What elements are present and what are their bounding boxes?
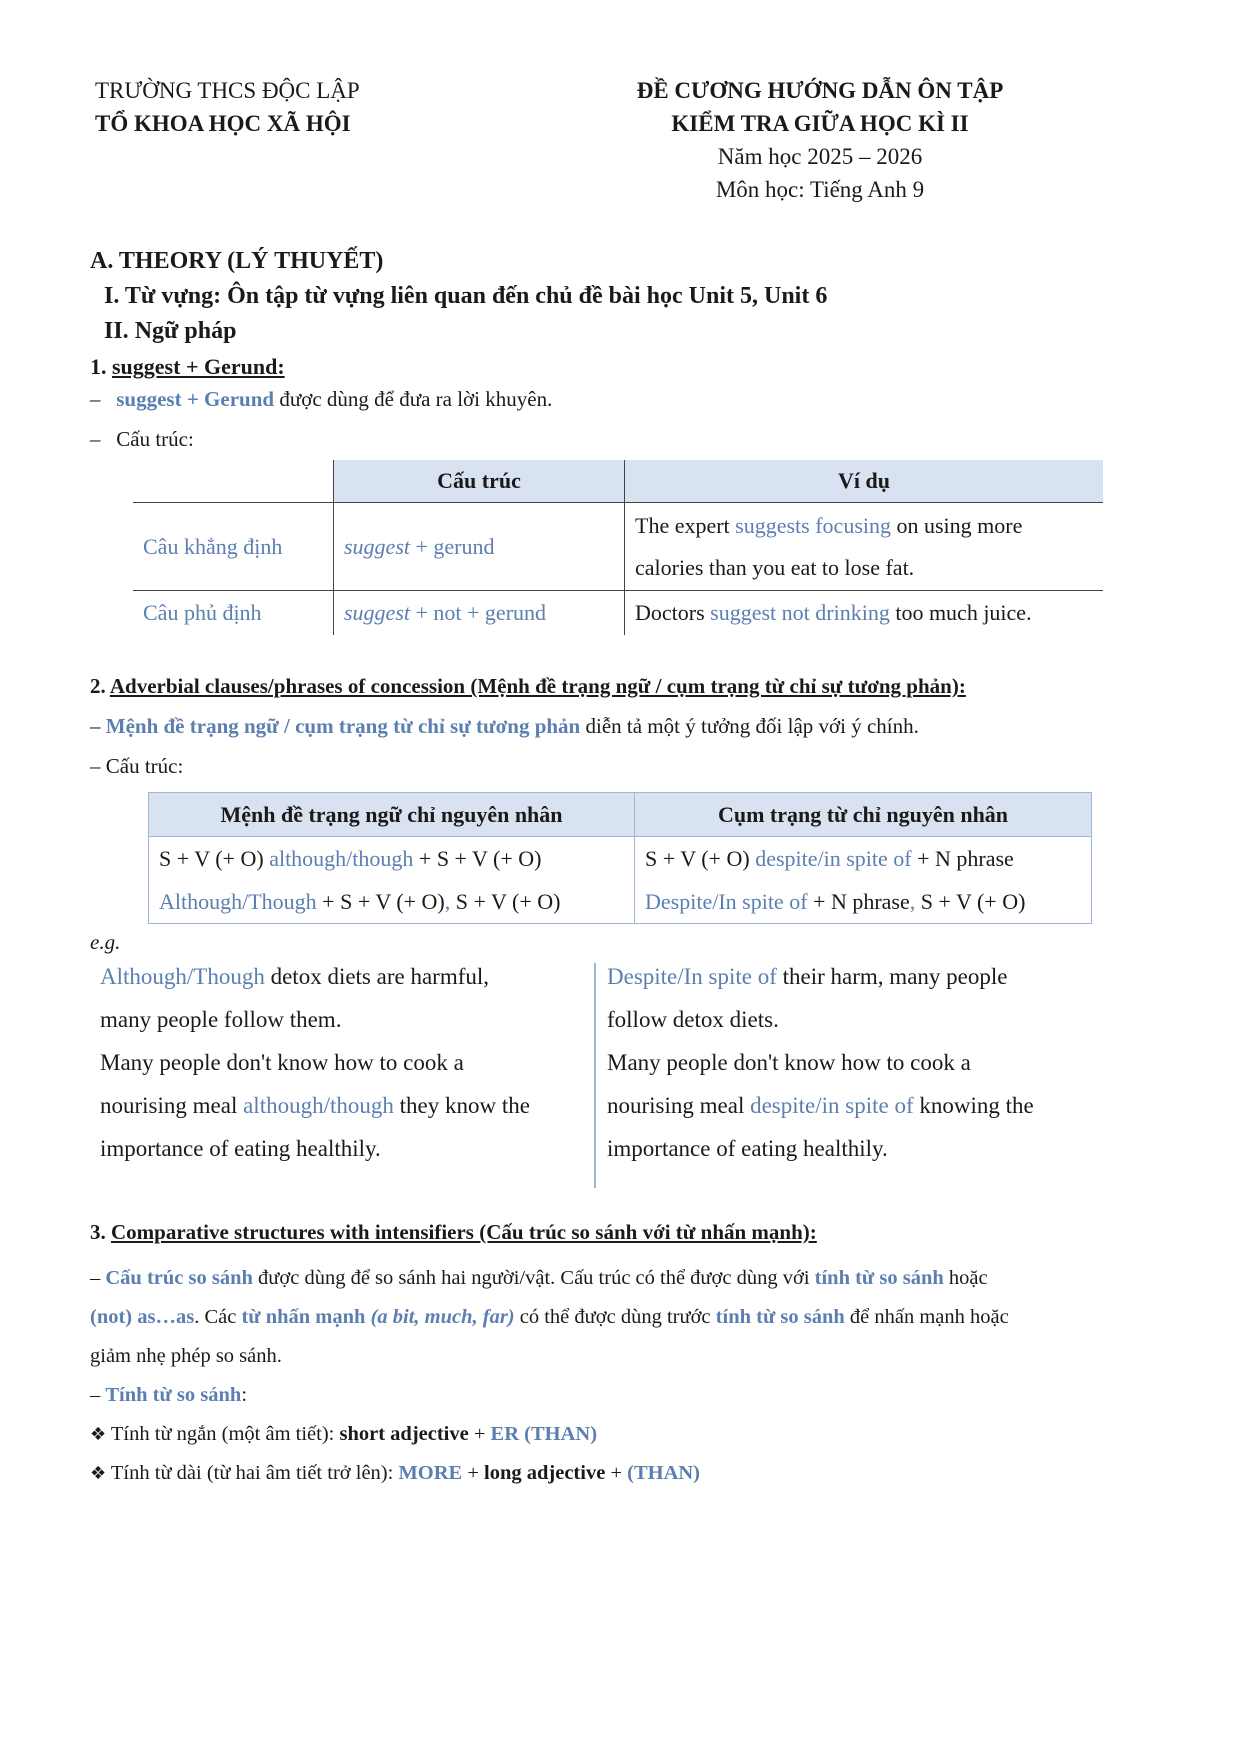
g1-line2	[90, 427, 194, 452]
suggest-row2-s1: suggest	[344, 599, 410, 625]
ex-right-b3: despite/in spite of	[750, 1093, 914, 1118]
r2c2-a: Despite/In spite of	[645, 889, 808, 914]
concession-col2-header: Cụm trạng từ chỉ nguyên nhân	[635, 793, 1092, 837]
concession-col1-body	[149, 837, 635, 924]
suggest-header-empty	[133, 460, 334, 503]
suggest-row1-ex-c: on using more	[896, 512, 1023, 538]
r1c2-c: + N phrase	[917, 846, 1014, 871]
g3-b2-text: Tính từ dài (từ hai âm tiết trở lên):	[110, 1462, 394, 1484]
g3-p1-t4: có thể được dùng trước	[519, 1306, 711, 1328]
suggest-row1-structure	[334, 503, 625, 591]
diamond-bullet-icon: ❖	[90, 1424, 107, 1445]
g2-heading	[90, 674, 966, 699]
suggest-row1-ex-d: calories than you eat to lose fat.	[635, 554, 915, 580]
g3-b2-plus: +	[467, 1462, 479, 1484]
g3-b1-bold: short adjective	[339, 1423, 469, 1445]
concession-r2c2	[645, 880, 1081, 923]
suggest-row2-example	[625, 591, 1104, 635]
g2-line1-rest: diễn tả một ý tưởng đối lập với ý chính.	[585, 714, 919, 738]
g3-b2-bold: long adjective	[484, 1462, 606, 1484]
g3-p1-k5: (a bit, much, far)	[370, 1306, 515, 1328]
r2c1-c: ,	[444, 889, 451, 914]
suggest-header-example: Ví dụ	[625, 460, 1104, 503]
diamond-bullet-icon: ❖	[90, 1463, 107, 1484]
header-right	[560, 74, 1080, 206]
g2-line1	[90, 714, 919, 739]
suggest-row1-s2: + gerund	[415, 533, 495, 559]
suggest-header-structure: Cấu trúc	[334, 460, 625, 503]
g1-heading	[90, 354, 285, 380]
ex-left-b1: Many people don't know how to cook a	[100, 1050, 464, 1075]
g1-line1	[90, 387, 552, 412]
suggest-row2-s2: + not + gerund	[415, 599, 547, 625]
suggest-table	[133, 460, 1103, 635]
r2c1-b: + S + V (+ O)	[322, 889, 445, 914]
ex-right-a3: follow detox diets.	[607, 1007, 779, 1032]
g1-structure-label: Cấu trúc:	[116, 427, 194, 451]
g1-line1-rest: được dùng để đưa ra lời khuyên.	[279, 387, 553, 411]
part-ii-text: Ngữ pháp	[134, 318, 237, 344]
g3-p1-k1: Cấu trúc so sánh	[105, 1267, 253, 1289]
g3-paragraph	[90, 1259, 1140, 1493]
r2c1-a: Although/Though	[159, 889, 317, 914]
section-a-title: A. THEORY (LÝ THUYẾT)	[90, 248, 384, 274]
ex-left-b5: importance of eating healthily.	[100, 1136, 381, 1161]
g3-p1-k3: (not) as…as	[90, 1306, 195, 1328]
suggest-row2-label: Câu phủ định	[143, 599, 262, 625]
ex-right-b4: knowing the	[919, 1093, 1034, 1118]
exam-title: KIỂM TRA GIỮA HỌC KÌ II	[671, 111, 969, 136]
g2-structure-label: – Cấu trúc:	[90, 754, 184, 778]
part-ii-num: II.	[104, 318, 129, 344]
suggest-row1-s1: suggest	[344, 533, 410, 559]
ex-left-a2: detox diets are harmful,	[270, 964, 490, 989]
g3-p1-t6: giảm nhẹ phép so sánh.	[90, 1345, 282, 1367]
r1c2-b: despite/in spite of	[755, 846, 912, 871]
concession-col1-header: Mệnh đề trạng ngữ chỉ nguyên nhân	[149, 793, 635, 837]
school-name: TRƯỜNG THCS ĐỘC LẬP	[95, 78, 360, 103]
g3-p1-dash: –	[90, 1267, 101, 1289]
ex-left-b4: they know the	[399, 1093, 530, 1118]
doc-title: ĐỀ CƯƠNG HƯỚNG DẪN ÔN TẬP	[636, 78, 1004, 103]
g3-p1-t5: để nhấn mạnh hoặc	[849, 1306, 1009, 1328]
g3-bullet-1	[90, 1415, 1140, 1454]
g3-b2-key: MORE	[398, 1462, 463, 1484]
subject: Môn học: Tiếng Anh 9	[715, 177, 925, 202]
part-ii-heading	[104, 318, 236, 345]
g3-bullet-2	[90, 1454, 1140, 1493]
concession-r1c2	[645, 837, 1081, 880]
g2-key: Mệnh đề trạng ngữ / cụm trạng từ chỉ sự tương phản	[105, 714, 581, 738]
r1c1-b: although/though	[269, 846, 414, 871]
g2-title: Adverbial clauses/phrases of concession (Mệnh đề trạng ngữ / cụm trạng từ chỉ sự tương phản):	[109, 674, 966, 698]
g3-heading	[90, 1220, 817, 1245]
g3-b2-plus2: +	[610, 1462, 622, 1484]
r2c1-d: S + V (+ O)	[455, 889, 561, 914]
concession-r1c1	[159, 837, 624, 880]
example-divider	[594, 963, 596, 1188]
suggest-row1-ex-a: The expert	[635, 512, 730, 538]
r2c2-d: S + V (+ O)	[920, 889, 1026, 914]
department-name: TỔ KHOA HỌC XÃ HỘI	[95, 111, 351, 136]
g3-b1-key: ER (THAN)	[490, 1423, 598, 1445]
g3-b1-plus: +	[473, 1423, 486, 1445]
g3-title: Comparative structures with intensifiers (Cấu trúc so sánh với từ nhấn mạnh):	[111, 1220, 817, 1244]
g3-p1-k4: từ nhấn mạnh	[241, 1306, 366, 1328]
ex-left-a1: Although/Though	[100, 964, 265, 989]
ex-right-a2: their harm, many people	[782, 964, 1008, 989]
r1c1-c: + S + V (+ O)	[418, 846, 542, 871]
concession-r2c1	[159, 880, 624, 923]
g1-key: suggest + Gerund	[116, 387, 275, 411]
header-left	[95, 74, 360, 140]
ex-right-b1: Many people don't know how to cook a	[607, 1050, 971, 1075]
r1c2-a: S + V (+ O)	[645, 846, 750, 871]
ex-right-b5: importance of eating healthily.	[607, 1136, 888, 1161]
g3-p1-t1: được dùng để so sánh hai người/vật. Cấu trúc có thể được dùng với	[258, 1267, 810, 1289]
school-year: Năm học 2025 – 2026	[717, 144, 923, 169]
g1-title: suggest + Gerund:	[112, 354, 285, 379]
ex-left-b2: nourising meal	[100, 1093, 238, 1118]
g1-dash: –	[90, 387, 101, 411]
ex-left-b3: although/though	[243, 1093, 394, 1118]
suggest-row2-ex-a: Doctors	[635, 599, 705, 625]
part-i-text: Từ vựng: Ôn tập từ vựng liên quan đến chủ đề bài học Unit 5, Unit 6	[124, 283, 828, 309]
g2-num: 2.	[90, 674, 106, 698]
g3-p1-k2: tính từ so sánh	[814, 1267, 944, 1289]
g3-p2-colon: :	[241, 1384, 248, 1406]
suggest-row1-label: Câu khẳng định	[133, 503, 334, 591]
g1-num: 1.	[90, 354, 107, 379]
suggest-row1-ex-b: suggests focusing	[735, 512, 891, 538]
ex-right-b2: nourising meal	[607, 1093, 745, 1118]
g3-p1-k6: tính từ so sánh	[715, 1306, 845, 1328]
g3-p2-key: Tính từ so sánh	[105, 1384, 242, 1406]
r2c2-c: ,	[909, 889, 916, 914]
suggest-row2-ex-c: too much juice.	[895, 599, 1032, 625]
g3-b2-key2: (THAN)	[627, 1462, 701, 1484]
g1-dash-2: –	[90, 427, 101, 451]
g2-dash: –	[90, 714, 101, 738]
suggest-row2-structure	[334, 591, 625, 635]
concession-col2-body	[635, 837, 1092, 924]
r1c1-a: S + V (+ O)	[159, 846, 264, 871]
part-i-heading	[104, 283, 827, 310]
eg-label: e.g.	[90, 930, 121, 954]
g3-p2-dash: –	[90, 1384, 101, 1406]
g3-num: 3.	[90, 1220, 106, 1244]
ex-right-a1: Despite/In spite of	[607, 964, 777, 989]
r2c2-b: + N phrase	[813, 889, 910, 914]
suggest-row2-ex-b: suggest not drinking	[710, 599, 890, 625]
g3-p1-t3: . Các	[194, 1306, 237, 1328]
suggest-row1-example	[625, 503, 1104, 591]
ex-left-a3: many people follow them.	[100, 1007, 342, 1032]
g3-p1-t2: hoặc	[948, 1267, 988, 1289]
concession-table	[148, 792, 1092, 924]
example-right	[607, 955, 1107, 1170]
example-left	[100, 955, 590, 1170]
g3-b1-text: Tính từ ngắn (một âm tiết):	[110, 1423, 335, 1445]
part-i-num: I.	[104, 283, 120, 309]
